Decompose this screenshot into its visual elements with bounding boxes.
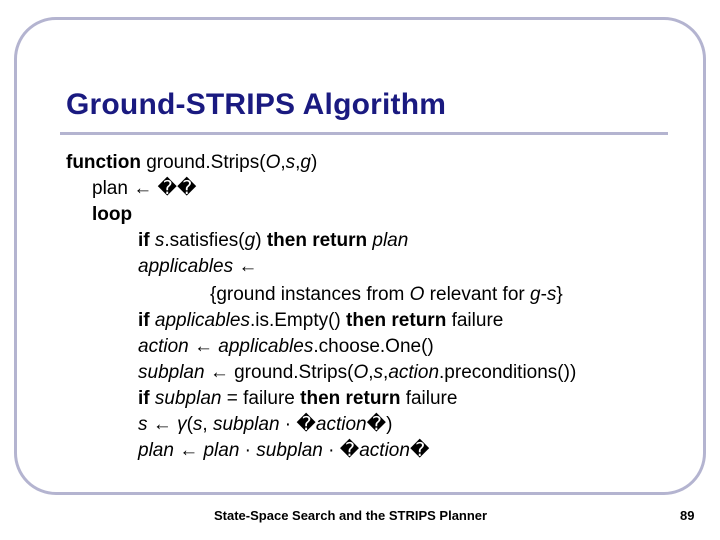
- code-token: = failure: [221, 388, 301, 409]
- code-line: [210, 282, 563, 308]
- code-token: if: [138, 310, 150, 331]
- code-token: γ: [177, 414, 187, 435]
- code-token: ←: [173, 440, 204, 461]
- code-token: then return: [346, 310, 447, 331]
- code-token: ,: [280, 152, 286, 173]
- code-token: ·: [239, 440, 257, 461]
- code-token: action: [315, 414, 367, 435]
- code-token: .satisfies(: [164, 230, 245, 251]
- code-token: �: [409, 440, 430, 461]
- code-line: [138, 228, 408, 254]
- code-token: ←: [233, 256, 258, 277]
- code-token: ←: [188, 336, 219, 357]
- code-token: .is.Empty(): [249, 310, 347, 331]
- code-line: [138, 334, 434, 360]
- code-token: g: [244, 230, 256, 251]
- code-token: {ground instances from: [210, 284, 410, 305]
- code-line: [138, 360, 576, 386]
- code-token: ,: [295, 152, 301, 173]
- code-token: ,: [383, 362, 389, 383]
- code-token: if: [138, 230, 150, 251]
- code-token: .choose.One(): [313, 336, 434, 357]
- code-line: [138, 412, 392, 438]
- code-token: loop: [92, 204, 133, 225]
- code-token: O: [265, 152, 281, 173]
- code-token: relevant for: [424, 284, 531, 305]
- code-token: subplan: [138, 362, 205, 383]
- code-token: subplan: [212, 414, 280, 435]
- code-token: plan ← ��: [92, 178, 197, 199]
- code-token: then return: [300, 388, 401, 409]
- code-token: s: [546, 284, 557, 305]
- code-token: action: [138, 336, 189, 357]
- code-token: then return: [266, 230, 368, 251]
- code-token: -: [540, 284, 547, 305]
- code-token: (: [186, 414, 193, 435]
- code-token: plan: [372, 230, 409, 251]
- code-line: [138, 438, 429, 464]
- page-number: 89: [680, 508, 695, 523]
- code-token: ,: [368, 362, 374, 383]
- code-line: [66, 150, 317, 176]
- code-token: }: [556, 284, 563, 305]
- code-token: if: [138, 388, 150, 409]
- code-line: [92, 202, 132, 228]
- code-token: failure: [400, 388, 458, 409]
- code-token: ground.Strips(: [140, 152, 266, 173]
- code-token: ): [310, 152, 318, 173]
- title-underline: [60, 132, 668, 135]
- code-token: ): [255, 230, 267, 251]
- code-token: applicables: [218, 336, 314, 357]
- code-token: subplan: [256, 440, 323, 461]
- code-token: s: [138, 414, 148, 435]
- code-token: plan: [203, 440, 240, 461]
- code-token: s: [373, 362, 384, 383]
- code-token: s: [285, 152, 296, 173]
- code-line: [92, 176, 196, 202]
- code-token: plan: [138, 440, 174, 461]
- code-token: .preconditions()): [439, 362, 577, 383]
- code-token: O: [409, 284, 425, 305]
- footer-title: State-Space Search and the STRIPS Planner: [214, 508, 488, 523]
- code-token: subplan: [154, 388, 222, 409]
- code-token: g: [300, 152, 311, 173]
- code-token: ,: [202, 414, 213, 435]
- code-token: s: [154, 230, 165, 251]
- code-line: [138, 254, 257, 280]
- code-token: action: [388, 362, 440, 383]
- code-token: s: [192, 414, 203, 435]
- code-token: action: [359, 440, 410, 461]
- code-token: ←: [147, 414, 178, 435]
- slide-title: Ground-STRIPS Algorithm: [66, 88, 447, 121]
- code-line: [138, 386, 457, 412]
- code-token: · �: [322, 440, 360, 461]
- code-token: · �: [279, 414, 316, 435]
- code-token: failure: [446, 310, 504, 331]
- code-line: [138, 308, 503, 334]
- code-token: applicables: [138, 256, 234, 277]
- code-token: g: [530, 284, 541, 305]
- code-token: function: [66, 152, 141, 173]
- code-token: O: [353, 362, 369, 383]
- code-token: applicables: [154, 310, 250, 331]
- code-token: �): [366, 414, 393, 435]
- code-token: ← ground.Strips(: [204, 362, 354, 383]
